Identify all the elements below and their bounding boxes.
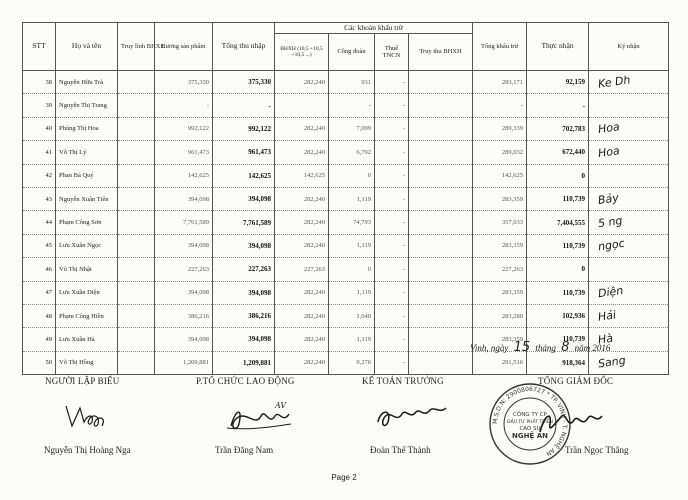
row-truy-linh (118, 211, 155, 234)
row-tong-thu-nhap: 7,761,589 (213, 211, 275, 234)
row-luong-san-pham: - (155, 94, 213, 117)
row-bhxh: 282,240 (275, 234, 329, 257)
director-signature (536, 402, 606, 442)
row-bhxh: 282,240 (275, 117, 329, 140)
table-row (23, 281, 669, 304)
row-stt: 46 (23, 258, 56, 281)
row-cong-doan: - (329, 94, 375, 117)
row-thue: - (375, 211, 409, 234)
row-thuc-nhan: 918,364 (527, 351, 589, 374)
row-tong-khau-tru: 289,032 (473, 141, 527, 164)
row-bhxh: 227,263 (275, 258, 329, 281)
row-name: Lưu Xuân Diện (56, 281, 118, 304)
row-name: Phan Bá Quý (56, 164, 118, 187)
row-luong-san-pham: 1,209,881 (155, 351, 213, 374)
handwritten-signature: Hà (597, 331, 614, 347)
row-tong-thu-nhap: 961,473 (213, 141, 275, 164)
stamp-ring-text: M.S.D.N: 2900806727 * TP. VINH - T. NGHỆ AN (491, 385, 569, 458)
row-thuc-nhan: 110,739 (527, 281, 589, 304)
row-luong-san-pham: 375,330 (155, 71, 213, 94)
row-tong-khau-tru: 357,033 (473, 211, 527, 234)
handwritten-signature: Sang (597, 354, 627, 371)
row-luong-san-pham: 394,098 (155, 234, 213, 257)
row-stt: 39 (23, 94, 56, 117)
row-truy-thu (409, 281, 473, 304)
date-month: 8 (561, 340, 570, 355)
dateline (470, 340, 610, 355)
table-row (23, 258, 669, 281)
row-truy-thu (409, 71, 473, 94)
row-truy-linh (118, 71, 155, 94)
row-ky-nhan (589, 211, 669, 234)
row-ky-nhan (589, 117, 669, 140)
row-ky-nhan (589, 94, 669, 117)
table-row (23, 117, 669, 140)
row-name: Võ Thị Lý (56, 141, 118, 164)
preparer-name: Nguyễn Thị Hoàng Nga (44, 445, 131, 455)
header-ky-nhan: Ký nhận (589, 23, 669, 71)
table-row (23, 234, 669, 257)
stamp-line1: CÔNG TY CP (513, 412, 547, 418)
row-thue: - (375, 94, 409, 117)
row-luong-san-pham: 992,122 (155, 117, 213, 140)
row-thuc-nhan: 102,936 (527, 304, 589, 327)
row-thue: - (375, 351, 409, 374)
row-cong-doan: 1,119 (329, 281, 375, 304)
table-row (23, 187, 669, 210)
row-cong-doan: 1,119 (329, 234, 375, 257)
row-stt: 48 (23, 304, 56, 327)
row-thuc-nhan: 0 (527, 164, 589, 187)
accountant-signature (372, 398, 452, 434)
row-truy-linh (118, 117, 155, 140)
header-luong-san-pham: Lương sản phẩm (155, 23, 213, 71)
row-bhxh: 282,240 (275, 304, 329, 327)
row-luong-san-pham: 7,761,589 (155, 211, 213, 234)
row-bhxh: 282,240 (275, 281, 329, 304)
row-tong-thu-nhap: 394,098 (213, 187, 275, 210)
table-row (23, 164, 669, 187)
row-thuc-nhan: 7,404,555 (527, 211, 589, 234)
stamp-line3: CAO SU (519, 426, 541, 432)
row-tong-thu-nhap: 375,330 (213, 71, 275, 94)
row-truy-linh (118, 141, 155, 164)
row-truy-linh (118, 94, 155, 117)
row-stt: 38 (23, 71, 56, 94)
row-bhxh: 282,240 (275, 71, 329, 94)
row-name: Phùng Thị Hoa (56, 117, 118, 140)
accountant-name: Đoàn Thế Thành (370, 445, 431, 455)
row-thue: - (375, 71, 409, 94)
header-tong-khau-tru: Tổng khấu trừ (473, 23, 527, 71)
row-bhxh (275, 94, 329, 117)
row-thue: - (375, 234, 409, 257)
payroll-table (22, 22, 669, 375)
row-bhxh: 282,240 (275, 351, 329, 374)
header-truy-linh: Truy lĩnh BHXH (118, 23, 155, 71)
row-bhxh: 142,625 (275, 164, 329, 187)
row-truy-thu (409, 351, 473, 374)
row-thue: - (375, 281, 409, 304)
svg-text:AV: AV (275, 401, 287, 410)
header-tong-thu-nhap: Tổng thu nhập (213, 23, 275, 71)
hr-role: P.TỔ CHỨC LAO ĐỘNG (196, 376, 295, 386)
row-stt: 47 (23, 281, 56, 304)
table-row (23, 141, 669, 164)
row-tong-thu-nhap: - (213, 94, 275, 117)
date-year: năm 2016 (574, 343, 611, 353)
row-truy-thu (409, 258, 473, 281)
row-thuc-nhan: 672,440 (527, 141, 589, 164)
row-truy-linh (118, 234, 155, 257)
handwritten-signature: Hoa (597, 143, 621, 160)
row-ky-nhan (589, 141, 669, 164)
table-row (23, 304, 669, 327)
row-thue: - (375, 328, 409, 351)
row-truy-linh (118, 258, 155, 281)
row-thue: - (375, 258, 409, 281)
header-name: Họ và tên (56, 23, 118, 71)
row-thue: - (375, 141, 409, 164)
row-name: Phạm Công Hiền (56, 304, 118, 327)
row-truy-linh (118, 328, 155, 351)
row-bhxh: 282,240 (275, 328, 329, 351)
row-truy-thu (409, 328, 473, 351)
row-truy-thu (409, 94, 473, 117)
header-thuc-nhan: Thực nhận (527, 23, 589, 71)
row-truy-linh (118, 351, 155, 374)
row-cong-doan: 6,792 (329, 141, 375, 164)
row-truy-linh (118, 304, 155, 327)
row-name: Lưu Xuân Hà (56, 328, 118, 351)
row-tong-khau-tru: 283,280 (473, 304, 527, 327)
hr-signature (225, 398, 295, 436)
header-cong-doan: Công đoàn (329, 34, 375, 71)
row-thuc-nhan: - (527, 94, 589, 117)
header-group-khau-tru: Các khoản khấu trừ (275, 23, 473, 34)
row-name: Nguyễn Hữu Trà (56, 71, 118, 94)
row-cong-doan: 931 (329, 71, 375, 94)
row-name: Nguyễn Thị Trang (56, 94, 118, 117)
row-ky-nhan (589, 234, 669, 257)
director-name: Trần Ngọc Thắng (565, 445, 629, 455)
row-cong-doan: 1,040 (329, 304, 375, 327)
row-stt: 40 (23, 117, 56, 140)
row-stt: 50 (23, 351, 56, 374)
row-tong-thu-nhap: 1,209,881 (213, 351, 275, 374)
stamp-line2: ĐẦU TƯ PHÁT TRIỂN (507, 420, 553, 425)
row-ky-nhan (589, 71, 669, 94)
row-truy-thu (409, 117, 473, 140)
row-thuc-nhan: 0 (527, 258, 589, 281)
row-tong-khau-tru: - (473, 94, 527, 117)
row-thue: - (375, 304, 409, 327)
row-thuc-nhan: 110,739 (527, 187, 589, 210)
table-row (23, 94, 669, 117)
row-cong-doan: 1,119 (329, 187, 375, 210)
row-truy-thu (409, 164, 473, 187)
row-truy-linh (118, 164, 155, 187)
date-prefix: Vinh, ngày (470, 343, 509, 353)
header-truy-thu: Truy thu BHXH (409, 34, 473, 71)
row-luong-san-pham: 227,263 (155, 258, 213, 281)
row-luong-san-pham: 394,098 (155, 281, 213, 304)
row-luong-san-pham: 394,098 (155, 187, 213, 210)
row-truy-thu (409, 211, 473, 234)
handwritten-signature: Diện (597, 284, 625, 301)
payroll-rows (23, 71, 669, 375)
row-ky-nhan (589, 164, 669, 187)
row-luong-san-pham: 142,625 (155, 164, 213, 187)
table-row (23, 211, 669, 234)
handwritten-signature: Hải (597, 307, 617, 324)
row-tong-thu-nhap: 992,122 (213, 117, 275, 140)
row-stt: 41 (23, 141, 56, 164)
row-stt: 45 (23, 234, 56, 257)
row-cong-doan: 74,793 (329, 211, 375, 234)
row-cong-doan: 9,276 (329, 351, 375, 374)
row-ky-nhan (589, 258, 669, 281)
row-tong-thu-nhap: 227,263 (213, 258, 275, 281)
row-bhxh: 282,240 (275, 211, 329, 234)
date-day: 15 (513, 340, 531, 355)
row-bhxh: 282,240 (275, 187, 329, 210)
handwritten-signature: Hoa (597, 120, 621, 137)
row-thuc-nhan: 702,783 (527, 117, 589, 140)
row-stt: 43 (23, 187, 56, 210)
row-thuc-nhan: 110,739 (527, 234, 589, 257)
row-truy-linh (118, 187, 155, 210)
row-luong-san-pham: 394,098 (155, 328, 213, 351)
row-tong-khau-tru: 283,171 (473, 71, 527, 94)
row-cong-doan: 1,119 (329, 328, 375, 351)
row-truy-thu (409, 234, 473, 257)
row-truy-thu (409, 304, 473, 327)
preparer-signature (62, 400, 122, 432)
row-ky-nhan (589, 304, 669, 327)
row-thue: - (375, 164, 409, 187)
row-truy-linh (118, 281, 155, 304)
row-name: Nguyễn Xuân Tiến (56, 187, 118, 210)
handwritten-signature: 5 ng (597, 213, 624, 231)
row-name: Võ Thị Nhật (56, 258, 118, 281)
row-name: Võ Thị Hồng (56, 351, 118, 374)
handwritten-signature: Bảy (597, 190, 620, 207)
page-number: Page 2 (331, 473, 357, 482)
row-cong-doan: 0 (329, 258, 375, 281)
row-thue: - (375, 117, 409, 140)
row-tong-thu-nhap: 394,098 (213, 281, 275, 304)
row-tong-khau-tru: 142,625 (473, 164, 527, 187)
row-tong-khau-tru: 283,359 (473, 281, 527, 304)
handwritten-signature: Ke Dh (597, 73, 632, 91)
row-cong-doan: 7,099 (329, 117, 375, 140)
row-luong-san-pham: 961,473 (155, 141, 213, 164)
row-tong-khau-tru: 283,359 (473, 328, 527, 351)
row-tong-thu-nhap: 394,098 (213, 328, 275, 351)
stamp-line4: NGHỆ AN (512, 432, 548, 440)
row-truy-thu (409, 141, 473, 164)
row-tong-khau-tru: 227,263 (473, 258, 527, 281)
row-stt: 42 (23, 164, 56, 187)
row-luong-san-pham: 386,216 (155, 304, 213, 327)
row-tong-khau-tru: 283,359 (473, 234, 527, 257)
header-bhxh: BHXH (10,5 +10,5 +10,5 ...) (275, 34, 329, 71)
row-bhxh: 282,240 (275, 141, 329, 164)
row-tong-thu-nhap: 386,216 (213, 304, 275, 327)
handwritten-signature: ngọc (597, 237, 626, 254)
row-stt: 49 (23, 328, 56, 351)
row-thuc-nhan: 110,739 (527, 328, 589, 351)
director-role: TỔNG GIÁM ĐỐC (538, 376, 614, 386)
header-thue: Thuế TNCN (375, 34, 409, 71)
hr-name: Trần Đăng Nam (215, 445, 274, 455)
row-cong-doan: 0 (329, 164, 375, 187)
table-row (23, 71, 669, 94)
row-name: Lưu Xuân Ngọc (56, 234, 118, 257)
preparer-role: NGƯỜI LẬP BIỂU (45, 376, 120, 386)
row-thue: - (375, 187, 409, 210)
row-ky-nhan (589, 281, 669, 304)
row-stt: 44 (23, 211, 56, 234)
row-tong-khau-tru: 289,339 (473, 117, 527, 140)
accountant-role: KẾ TOÁN TRƯỞNG (362, 376, 444, 386)
row-tong-khau-tru: 291,516 (473, 351, 527, 374)
row-tong-khau-tru: 283,359 (473, 187, 527, 210)
row-ky-nhan (589, 187, 669, 210)
row-tong-thu-nhap: 142,625 (213, 164, 275, 187)
row-tong-thu-nhap: 394,098 (213, 234, 275, 257)
row-name: Phạm Công Sơn (56, 211, 118, 234)
row-truy-thu (409, 187, 473, 210)
row-thuc-nhan: 92,159 (527, 71, 589, 94)
date-month-label: tháng (535, 343, 556, 353)
header-stt: STT (23, 23, 56, 71)
